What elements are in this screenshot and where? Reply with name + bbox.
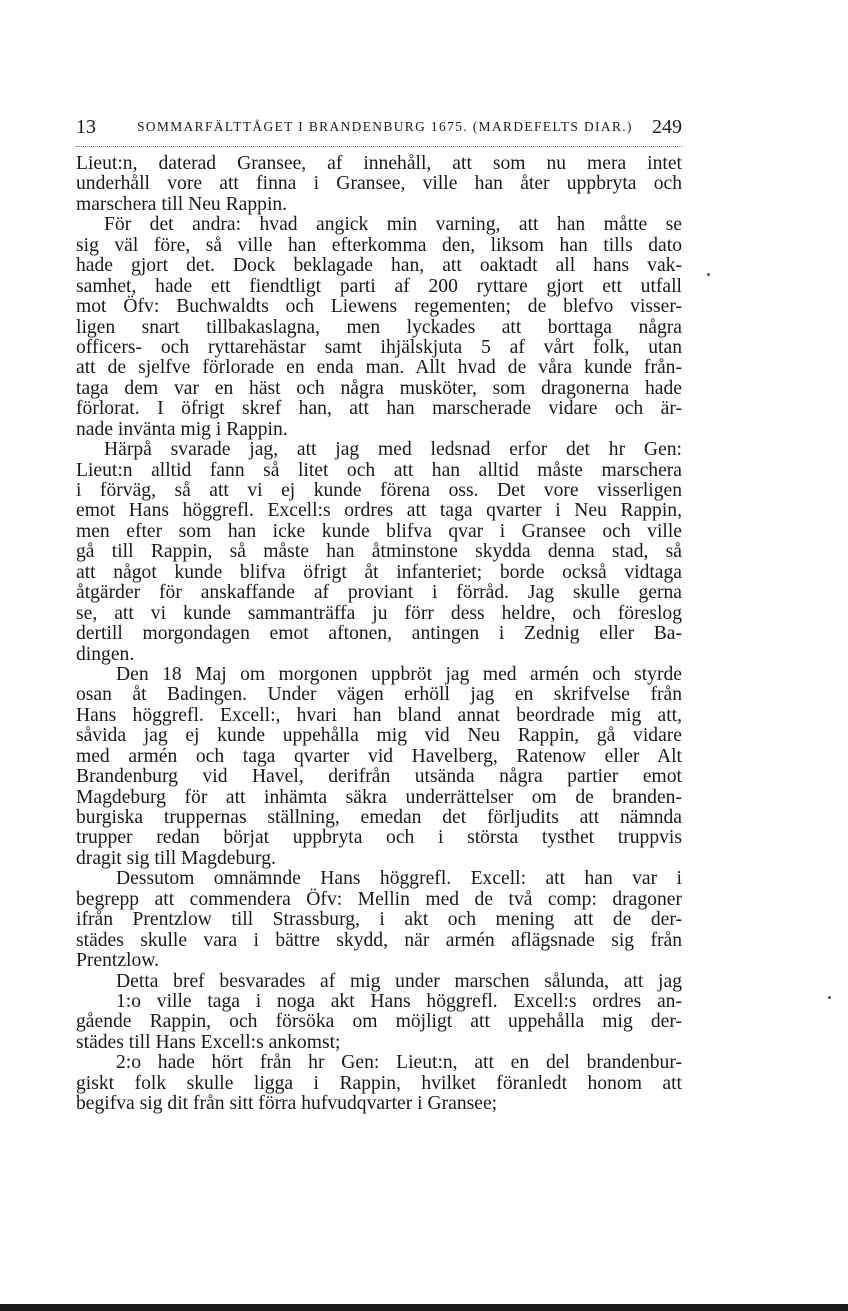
text-line: burgiska truppernas ställning, emedan det förljudits att nämnda — [76, 807, 682, 828]
text-line: se, att vi kunde sammanträffa ju förr dess heldre, och föreslog — [76, 602, 682, 624]
text-line: Dessutom omnämnde Hans höggrefl. Excell: att han var i — [116, 868, 682, 890]
text-line: städes till Hans Excell:s ankomst; — [76, 1031, 341, 1053]
text-line: Hans höggrefl. Excell:, hvari han bland annat beordrade mig att, — [76, 704, 682, 726]
text-line: nade invänta mig i Rappin. — [76, 418, 288, 440]
text-line: begrepp att commendera Öfv: Mellin med de två comp: dragoner — [76, 888, 682, 910]
text-line: emot Hans höggrefl. Excell:s ordres att taga qvarter i Neu Rappin, — [76, 500, 682, 522]
text-line: såvida jag ej kunde uppehålla mig vid Neu Rappin, gå vidare — [76, 725, 682, 747]
text-line: dertill morgondagen emot aftonen, antingen i Zednig eller Ba- — [76, 623, 682, 645]
text-line: osan åt Badingen. Under vägen erhöll jag en skrifvelse från — [76, 684, 682, 706]
text-line: gående Rappin, och försöka om möjligt att uppehålla mig der- — [76, 1011, 682, 1033]
text-line: Magdeburg för att inhämta säkra underrättelser om de branden- — [76, 786, 682, 808]
text-line: dingen. — [76, 643, 135, 665]
text-line: Lieut:n alltid fann så litet och att han alltid måste marschera — [76, 459, 682, 481]
text-line: gå till Rappin, så måste han åtminstone skydda denna stad, så — [76, 541, 682, 563]
text-line: officers- och ryttarehästar samt ihjälskjuta 5 af vårt folk, utan — [76, 336, 682, 358]
running-title: SOMMARFÄLTTÅGET I BRANDENBURG 1675. (MARDEFELTS DIAR.) — [137, 119, 633, 134]
text-line: marschera till Neu Rappin. — [76, 193, 288, 215]
text-line: Den 18 Maj om morgonen uppbröt jag med armén och styrde — [116, 663, 682, 685]
text-line: Detta bref besvarades af mig under marschen sålunda, att jag — [116, 970, 682, 992]
text-line: att de sjelfve förlorade en enda man. Allt hvad de våra kunde från- — [76, 357, 682, 379]
text-line: ligen snart tillbakaslagna, men lyckades att borttaga några — [76, 316, 682, 338]
margin-speck — [828, 996, 831, 999]
text-line: 2:o hade hört från hr Gen: Lieut:n, att en del brandenbur- — [116, 1052, 682, 1074]
text-line: med armén och taga qvarter vid Havelberg, Ratenow eller Alt — [76, 745, 682, 767]
scan-edge — [0, 1304, 848, 1311]
text-line: 1:o ville taga i noga akt Hans höggrefl. Excell:s ordres an- — [116, 990, 682, 1012]
page-number: 249 — [652, 116, 682, 138]
text-line: åtgärder för anskaffande af proviant i förråd. Jag skulle gerna — [76, 582, 682, 604]
text-line: Härpå svarade jag, att jag med ledsnad erfor det hr Gen: — [104, 439, 682, 461]
text-line: ifrån Prentzlow till Strassburg, i akt och mening att de der- — [76, 909, 682, 931]
text-line: Brandenburg vid Havel, derifrån utsända några partier emot — [76, 766, 682, 788]
text-line: Lieut:n, daterad Gransee, af innehåll, att som nu mera intet — [76, 153, 682, 174]
text-line: begifva sig dit från sitt förra hufvudqvarter i Gransee; — [76, 1093, 498, 1115]
text-line: förlorat. I öfrigt skref han, att han marscherade vidare och är- — [76, 398, 682, 420]
text-line: sig väl före, så ville han efterkomma den, liksom han tills dato — [76, 234, 682, 256]
text-line: giskt folk skulle ligga i Rappin, hvilket föranledt honom att — [76, 1072, 682, 1094]
text-line: städes skulle vara i bättre skydd, när armén aflägsnade sig från — [76, 929, 682, 951]
text-line: samhet, hade ett fiendtligt parti af 200 ryttare gjort ett utfall — [76, 275, 682, 297]
text-line: i förväg, så att vi ej kunde förena oss. Det vore visserligen — [76, 480, 682, 501]
body-text — [76, 154, 682, 1115]
text-line: mot Öfv: Buchwaldts och Liewens regementen; de blefvo visser- — [76, 296, 682, 318]
text-line: Prentzlow. — [76, 950, 160, 972]
text-line: att något kunde blifva öfrigt åt infanteriet; borde också vidtaga — [76, 561, 682, 583]
text-line: dragit sig till Magdeburg. — [76, 847, 276, 869]
text-line: För det andra: hvad angick min varning, att han måtte se — [104, 214, 682, 236]
margin-speck — [707, 273, 710, 276]
page-header — [76, 116, 682, 142]
text-line: trupper redan börjat uppbryta och i största tysthet truppvis — [76, 827, 682, 849]
text-line: hade gjort det. Dock beklagade han, att oaktadt all hans vak- — [76, 255, 682, 277]
header-rule — [76, 146, 682, 147]
text-line: taga dem var en häst och några musköter, som dragonerna hade — [76, 377, 682, 399]
text-line: underhåll vore att finna i Gransee, ville han åter uppbryta och — [76, 173, 682, 195]
signature-mark: 13 — [76, 116, 96, 138]
text-line: men efter som han icke kunde blifva qvar i Gransee och ville — [76, 520, 682, 542]
